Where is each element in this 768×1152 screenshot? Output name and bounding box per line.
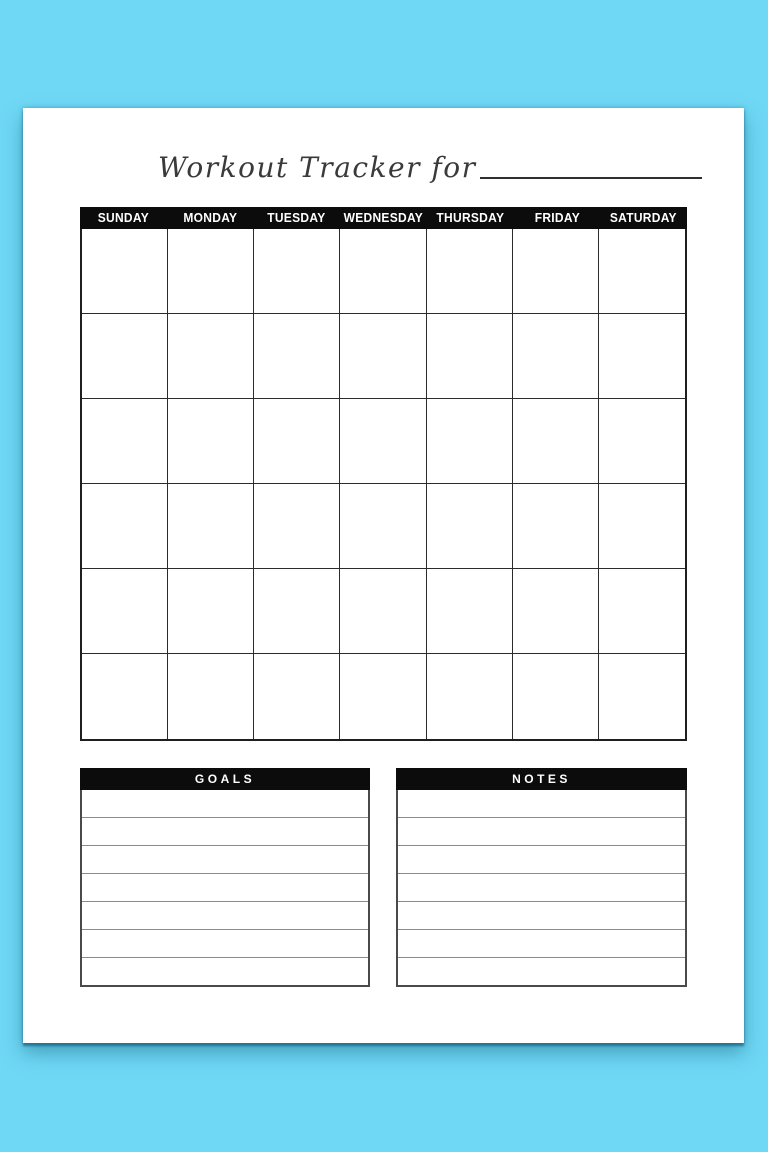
notes-line	[398, 817, 685, 845]
calendar-cell	[254, 654, 340, 739]
calendar-cell	[427, 399, 513, 484]
calendar-cell	[599, 569, 685, 654]
calendar-cell	[82, 314, 168, 399]
calendar-cell	[82, 569, 168, 654]
calendar-cell	[254, 314, 340, 399]
calendar-cell	[340, 569, 426, 654]
goals-line	[82, 817, 368, 845]
calendar-body	[80, 229, 687, 741]
calendar-cell	[168, 229, 254, 314]
notes-line	[398, 790, 685, 817]
calendar-cell	[82, 654, 168, 739]
calendar-cell	[513, 654, 599, 739]
printable-page	[23, 108, 744, 1043]
calendar-cell	[82, 229, 168, 314]
notes-header: NOTES	[396, 768, 687, 790]
page-title-text: Workout Tracker for	[158, 151, 477, 184]
calendar-cell	[599, 399, 685, 484]
goals-line	[82, 845, 368, 873]
goals-header: GOALS	[80, 768, 370, 790]
calendar-cell	[427, 654, 513, 739]
notes-line	[398, 929, 685, 957]
calendar-cell	[427, 484, 513, 569]
calendar-cell	[82, 399, 168, 484]
calendar-grid	[80, 207, 687, 741]
calendar-cell	[168, 399, 254, 484]
calendar-cell	[427, 569, 513, 654]
notes-line	[398, 957, 685, 985]
calendar-cell	[340, 654, 426, 739]
calendar-cell	[513, 314, 599, 399]
calendar-cell	[168, 314, 254, 399]
day-header-wednesday: WEDNESDAY	[343, 211, 424, 225]
title-fill-in-line	[480, 177, 702, 179]
calendar-cell	[427, 229, 513, 314]
goals-line	[82, 901, 368, 929]
calendar-cell	[513, 399, 599, 484]
calendar-cell	[82, 484, 168, 569]
goals-lines	[80, 790, 370, 987]
notes-line	[398, 901, 685, 929]
calendar-cell	[513, 484, 599, 569]
calendar-cell	[254, 399, 340, 484]
notes-section	[396, 768, 687, 987]
calendar-cell	[599, 484, 685, 569]
notes-line	[398, 845, 685, 873]
day-header-tuesday: TUESDAY	[267, 211, 326, 225]
page-title	[158, 152, 702, 184]
day-header-saturday: SATURDAY	[610, 211, 678, 225]
calendar-cell	[513, 229, 599, 314]
day-header-monday: MONDAY	[183, 211, 238, 225]
calendar-cell	[513, 569, 599, 654]
calendar-cell	[168, 569, 254, 654]
calendar-cell	[340, 229, 426, 314]
goals-line	[82, 929, 368, 957]
notes-lines	[396, 790, 687, 987]
calendar-cell	[254, 229, 340, 314]
calendar-cell	[254, 484, 340, 569]
calendar-cell	[168, 484, 254, 569]
goals-line	[82, 957, 368, 985]
calendar-cell	[599, 314, 685, 399]
calendar-cell	[599, 654, 685, 739]
calendar-cell	[340, 399, 426, 484]
day-header-sunday: SUNDAY	[97, 211, 149, 225]
calendar-cell	[340, 484, 426, 569]
goals-line	[82, 873, 368, 901]
calendar-cell	[168, 654, 254, 739]
goals-section	[80, 768, 370, 987]
calendar-cell	[340, 314, 426, 399]
calendar-header-row	[80, 207, 687, 229]
goals-line	[82, 790, 368, 817]
calendar-cell	[427, 314, 513, 399]
day-header-friday: FRIDAY	[534, 211, 580, 225]
calendar-cell	[599, 229, 685, 314]
notes-line	[398, 873, 685, 901]
day-header-thursday: THURSDAY	[436, 211, 505, 225]
calendar-cell	[254, 569, 340, 654]
